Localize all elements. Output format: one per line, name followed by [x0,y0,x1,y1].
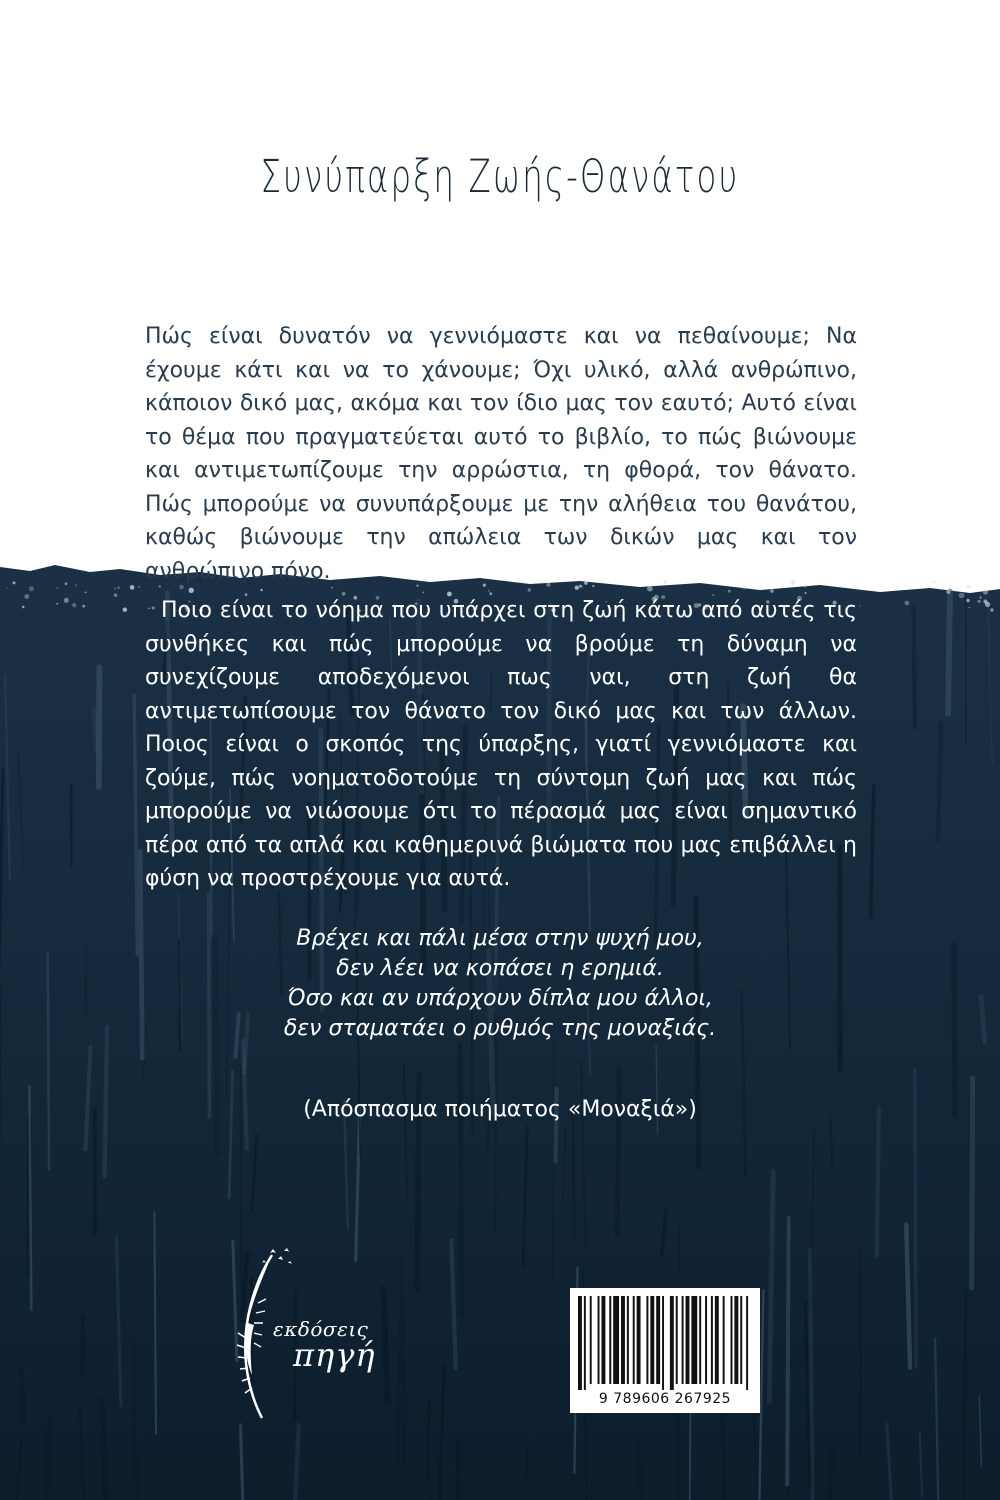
poem-line: δεν σταματάει ο ρυθμός της μοναξιάς. [283,1016,717,1041]
isbn-digits: 9 789606 267925 [598,1391,732,1407]
blurb-paragraph-1: Πώς είναι δυνατόν να γεννιόμαστε και να πεθαίνουμε; Να έχουμε κάτι και να το χάνουμε; Όχι υλικό, αλλά ανθρώπινο, κάποιον δικό μας, ακόμα και τον ίδιο μας τον εαυτό; Αυτό είναι το θέμα που πραγματεύεται αυτό το βιβλίο, το πώς βιώνουμε και αντιμετωπίζουμε την αρρώστια, τη φθορά, τον θάνατο. Πώς μπορούμε να συνυπάρξουμε με την αλήθεια του θανάτου, καθώς βιώνουμε την απώλεια των δικών μας και τον ανθρώπινο πόνο. [145,324,857,584]
poem-line: Βρέχει και πάλι μέσα στην ψυχή μου, [296,926,704,951]
publisher-logo [232,1243,412,1423]
isbn-barcode [570,1288,760,1413]
blurb-paragraph-2: Ποιο είναι το νόημα που υπάρχει στη ζωή κάτω από αυτές τις συνθήκες και πώς μπορούμε να βρούμε τη δύναμη να συνεχίζουμε αποδεχόμενοι πως ναι, στη ζωή θα αντιμετωπίσουμε τον θάνατο τον δικό μας και των άλλων. Ποιος είναι ο σκοπός της ύπαρξης, γιατί γεννιόμαστε και ζούμε, πώς νοηματοδοτούμε τη σύντομη ζωή μας και πώς μπορούμε να νιώσουμε ότι το πέρασμά μας είναι σημαντικό πέρα από τα απλά και καθημερινά βιώματα που μας επιβάλλει η φύση να προστρέχουμε για αυτά. [145,598,857,891]
poem-caption: (Απόσπασμα ποιήματος «Μοναξιά») [303,1097,697,1122]
poem-excerpt [0,924,1000,1044]
publisher-name-line2: πηγή [293,1336,376,1374]
book-title: Συνύπαρξη Ζωής-Θανάτου [260,150,740,203]
poem-line: δεν λέει να κοπάσει η ερημιά. [336,956,664,981]
barcode-icon [578,1296,752,1390]
publisher-name-line1: εκδόσεις [273,1317,369,1341]
poem-line: Όσο και αν υπάρχουν δίπλα μου άλλοι, [287,986,713,1011]
